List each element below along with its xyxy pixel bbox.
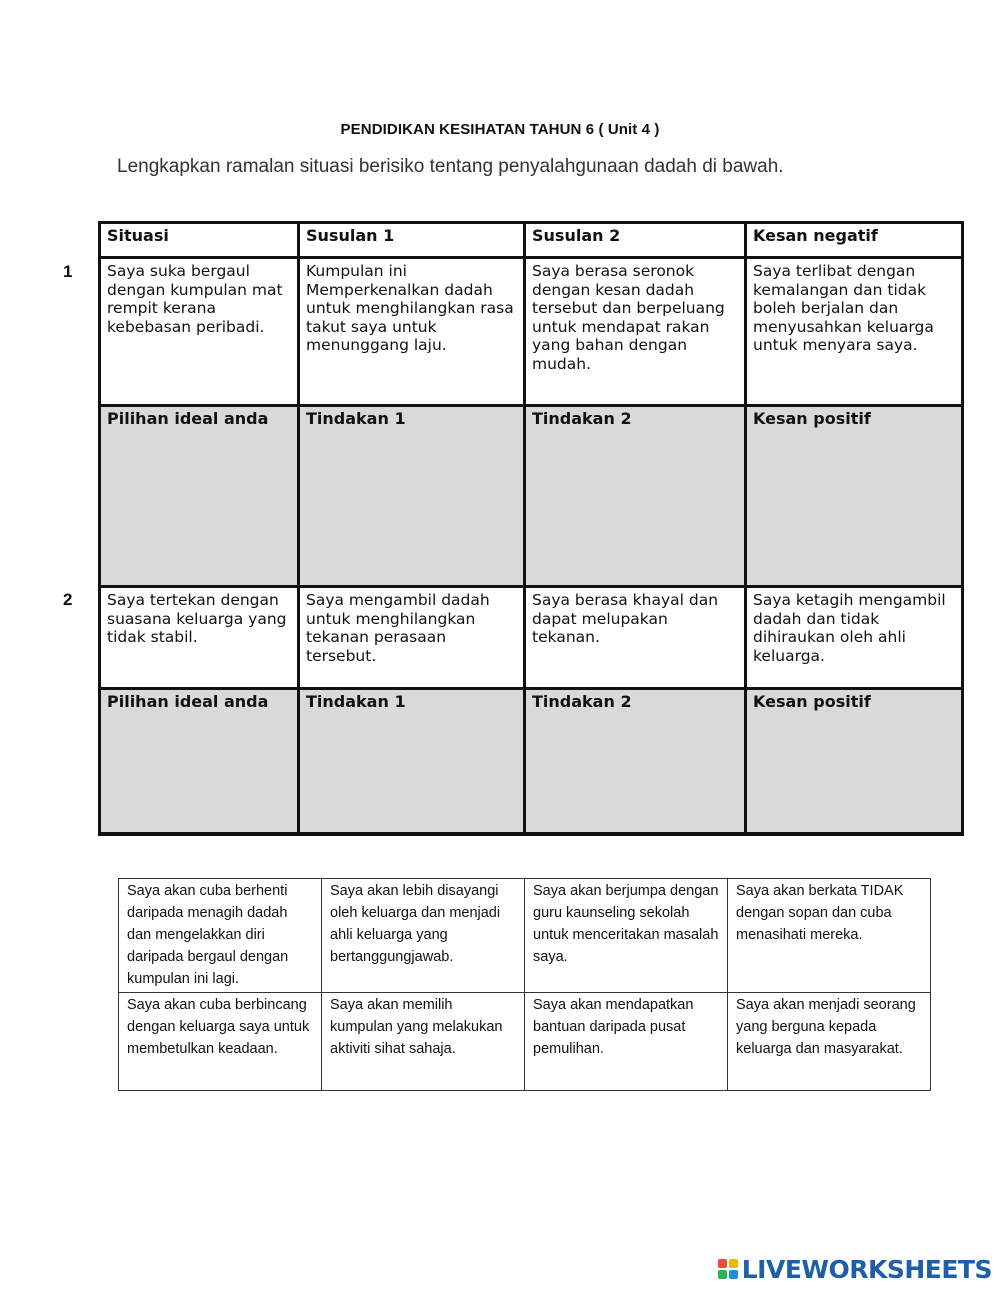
logo-text: LIVEWORKSHEETS <box>741 1254 992 1284</box>
answer-option[interactable]: Saya akan menjadi seorang yang berguna kepada keluarga dan masyarakat. <box>728 993 931 1091</box>
answer-option[interactable]: Saya akan memilih kumpulan yang melakukan aktiviti sihat sahaja. <box>322 993 525 1091</box>
answer-drop-zone[interactable] <box>525 689 746 834</box>
logo-square <box>718 1270 727 1279</box>
follow-up-2-cell: Saya berasa seronok dengan kesan dadah tersebut dan berpeluang untuk mendapat rakan yang bahan dengan mudah. <box>525 258 746 406</box>
answer-option[interactable]: Saya akan berkata TIDAK dengan sopan dan cuba menasihati mereka. <box>728 879 931 993</box>
situation-row <box>100 587 963 689</box>
situation-number: 2 <box>63 590 73 609</box>
table-header-row <box>100 223 963 258</box>
logo-square <box>718 1259 727 1268</box>
instruction-text: Lengkapkan ramalan situasi berisiko tentang penyalahgunaan dadah di bawah. <box>117 156 784 177</box>
page-title: PENDIDIKAN KESIHATAN TAHUN 6 ( Unit 4 ) <box>340 121 660 138</box>
negative-effect-cell: Saya terlibat dengan kemalangan dan tidak boleh berjalan dan menyusahkan keluarga untuk menyara saya. <box>746 258 963 406</box>
situation-cell: Saya tertekan dengan suasana keluarga yang tidak stabil. <box>100 587 299 689</box>
answer-header: Tindakan 2 <box>532 692 632 711</box>
answer-drop-zone[interactable] <box>100 689 299 834</box>
answer-option[interactable]: Saya akan berjumpa dengan guru kaunseling sekolah untuk menceritakan masalah saya. <box>525 879 728 993</box>
answer-header: Kesan positif <box>753 692 871 711</box>
answer-option[interactable]: Saya akan cuba berbincang dengan keluarga saya untuk membetulkan keadaan. <box>119 993 322 1091</box>
answer-drop-zone[interactable] <box>100 406 299 587</box>
negative-effect-cell: Saya ketagih mengambil dadah dan tidak dihiraukan oleh ahli keluarga. <box>746 587 963 689</box>
liveworksheets-logo[interactable] <box>718 1254 992 1284</box>
answer-drop-zone[interactable] <box>525 406 746 587</box>
logo-mark-icon <box>718 1259 738 1279</box>
answer-option[interactable]: Saya akan mendapatkan bantuan daripada pusat pemulihan. <box>525 993 728 1091</box>
situation-cell: Saya suka bergaul dengan kumpulan mat rempit kerana kebebasan peribadi. <box>100 258 299 406</box>
answer-drop-zone[interactable] <box>299 689 525 834</box>
answer-drop-zone[interactable] <box>746 689 963 834</box>
options-row <box>119 993 931 1091</box>
situation-table <box>98 221 964 836</box>
answer-header: Pilihan ideal anda <box>107 692 269 711</box>
logo-square <box>729 1259 738 1268</box>
answer-header: Pilihan ideal anda <box>107 409 269 428</box>
situation-number: 1 <box>63 262 73 281</box>
options-row <box>119 879 931 993</box>
situation-row <box>100 258 963 406</box>
answer-options-table <box>118 878 931 1091</box>
answer-header: Kesan positif <box>753 409 871 428</box>
answer-drop-zone[interactable] <box>299 406 525 587</box>
follow-up-1-cell: Saya mengambil dadah untuk menghilangkan tekanan perasaan tersebut. <box>299 587 525 689</box>
follow-up-1-cell: Kumpulan ini Memperkenalkan dadah untuk menghilangkan rasa takut saya untuk menunggang laju. <box>299 258 525 406</box>
header-cell: Susulan 1 <box>299 223 525 258</box>
answer-header: Tindakan 1 <box>306 692 406 711</box>
answer-row <box>100 689 963 834</box>
logo-square <box>729 1270 738 1279</box>
answer-option[interactable]: Saya akan lebih disayangi oleh keluarga dan menjadi ahli keluarga yang bertanggungjawab. <box>322 879 525 993</box>
answer-drop-zone[interactable] <box>746 406 963 587</box>
answer-header: Tindakan 1 <box>306 409 406 428</box>
answer-row <box>100 406 963 587</box>
answer-header: Tindakan 2 <box>532 409 632 428</box>
follow-up-2-cell: Saya berasa khayal dan dapat melupakan tekanan. <box>525 587 746 689</box>
header-cell: Situasi <box>100 223 299 258</box>
answer-option[interactable]: Saya akan cuba berhenti daripada menagih dadah dan mengelakkan diri daripada bergaul dengan kumpulan ini lagi. <box>119 879 322 993</box>
header-cell: Susulan 2 <box>525 223 746 258</box>
header-cell: Kesan negatif <box>746 223 963 258</box>
